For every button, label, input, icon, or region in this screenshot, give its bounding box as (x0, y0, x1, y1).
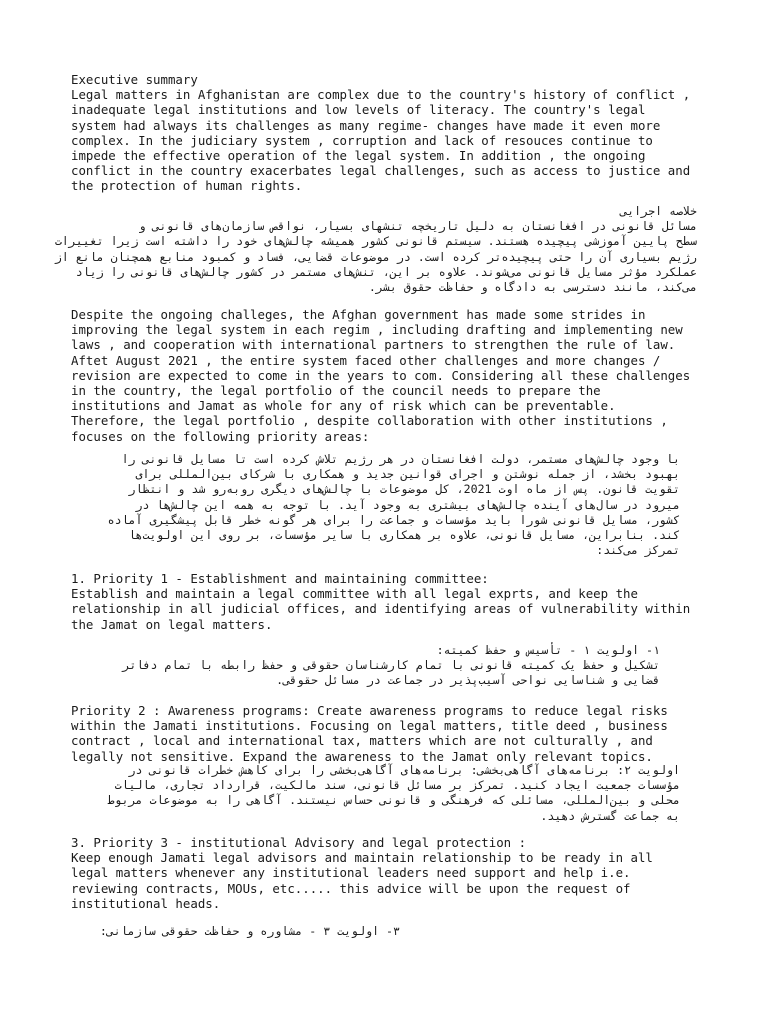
section-title-fa: خلاصه اجرایی (620, 204, 697, 218)
paragraph-line: Priority 2 : Awareness programs: Create awareness programs to reduce legal risks (71, 703, 668, 718)
paragraph-line-fa: کند. بنابراین، مسایل قانونی، علاوه بر همکاری با سایر مؤسسات، بر روی این اولویت‌ها (128, 528, 680, 543)
paragraph-line: legal matters whenever any institutional leaders need support and help i.e. (71, 865, 631, 881)
persian-challenges-section (60, 452, 680, 558)
paragraph-line-fa: قضایی و شناسایی نواحی آسیب‌پذیر در جماعت در مسائل حقوقی. (276, 673, 660, 688)
paragraph-line-fa: بهبود بخشد، از جمله نوشتن و اجرای قوانین جدید و همکاری با شرکای بین‌المللی برای (135, 467, 680, 482)
challenges-section (71, 307, 690, 444)
persian-executive-summary (0, 204, 697, 295)
paragraph-line-fa: مسائل قانونی در افغانستان به دلیل تاریخچه تنشهای بسیار، نواقص سازمان‌های قانونی و (138, 219, 697, 234)
priority-2-section (71, 703, 668, 764)
priority-heading-fa: ۱- اولویت ۱ - تأسیس و حفظ کمیته: (436, 643, 660, 657)
paragraph-line-fa: عملکرد مؤثر مسایل قانونی می‌شوند. علاوه بر این، تنش‌های مستمر در کشور چالش‌های قانونی را زیاد (75, 264, 697, 279)
paragraph-line-fa: رژیم بسیاری آن را حتی پیچیده‌تر کرده است. در موضوعات قضایی، فساد و کمبود منابع همچنان مانع از (54, 249, 697, 264)
paragraph-line-fa: به جماعت گسترش دهید. (540, 808, 680, 823)
paragraph-line: relationship in all judicial offices, and identifying areas of vulnerability within (71, 601, 691, 617)
paragraph-line: complex. In the judiciary system , corruption and lack of resouces continue to (71, 132, 653, 148)
paragraph-line: Keep enough Jamati legal advisors and maintain relationship to be ready in all (71, 850, 653, 866)
paragraph-line: Despite the ongoing challeges, the Afghan government has made some strides in (71, 307, 646, 322)
paragraph-line-fa: محلی و بین‌المللی، مسائلی که فرهنگی و قانونی حساس نیستند. آگاهی را به موضوعات مربوط (107, 793, 680, 808)
priority-1-section (71, 571, 690, 632)
paragraph-line: laws , and cooperation with international partners to strengthen the rule of law. (71, 337, 676, 353)
paragraph-line: the protection of human rights. (71, 178, 303, 194)
paragraph-line: Therefore, the legal portfolio , despite collaboration with other institutions , (71, 413, 668, 429)
paragraph-line: Establish and maintain a legal committee with all legal exprts, and keep the (71, 586, 638, 602)
paragraph-line-fa: میرود در سال‌های آینده چالش‌های بیشتری به وجود آید. با توجه به همه این چالش‌ها در (135, 497, 680, 512)
paragraph-line: Legal matters in Afghanistan are complex due to the country's history of conflict , (71, 87, 691, 103)
persian-priority-2-section (60, 763, 680, 824)
paragraph-line: contract , local and international tax, matters which are not culturally , and (71, 733, 653, 749)
paragraph-line: the Jamat on legal matters. (71, 616, 273, 632)
paragraph-line: impede the effective operation of the legal system. In addition , the ongoing (71, 148, 646, 164)
paragraph-line-fa: تشکیل و حفظ یک کمیته قانونی با تمام کارشناسان حقوقی و حفظ رابطه با تمام دفاتر (122, 658, 660, 673)
paragraph-line: revision are expected to come in the years to com. Considering all these challenges (71, 367, 691, 383)
paragraph-line: focuses on the following priority areas: (71, 428, 370, 444)
priority-heading: 1. Priority 1 - Establishment and maintaining committee: (71, 571, 489, 586)
paragraph-line: conflict in the country exacerbates legal challenges, such as access to justice and (71, 163, 691, 179)
priority-3-section (71, 835, 653, 911)
paragraph-line: Aftet August 2021 , the entire system faced other challenges and more changes / (71, 352, 661, 368)
paragraph-line: improving the legal system in each regim , including drafting and implementing new (71, 322, 683, 338)
persian-priority-1-section (60, 643, 660, 689)
paragraph-line-fa: سطح پایین آموزشی پیچیده هستند. سیستم قانونی کشور همیشه چالش‌های خود را داشته است زیرا تغییرات (54, 234, 697, 249)
priority-heading-fa: ۳- اولویت ۳ - مشاوره و حفاظت حقوقی سازمانی: (99, 924, 400, 938)
paragraph-line-fa: تمرکز می‌کند: (596, 543, 680, 558)
paragraph-line-fa: کشور، مسایل قانونی شورا باید مؤسسات و جماعت را برای هر گونه خطر قابل پیشگیری آماده (107, 512, 680, 527)
paragraph-line: legally not sensitive. Expand the awareness to the Jamat only relevant topics. (71, 748, 653, 764)
paragraph-line: institutions and Jamat as whole for any of risk which can be preventable. (71, 398, 616, 414)
paragraph-line: inadequate legal institutions and low levels of literacy. The country's legal (71, 102, 646, 118)
paragraph-line-fa: اولویت ۲: برنامه‌های آگاهی‌بخشی: برنامه‌های آگاهی‌بخشی را برای کاهش خطرات قانونی در (128, 763, 680, 777)
priority-heading: 3. Priority 3 - institutional Advisory and legal protection : (71, 835, 527, 850)
paragraph-line-fa: با وجود چالش‌های مستمر، دولت افغانستان در هر رژیم تلاش کرده است تا مسایل قانونی را (121, 452, 680, 466)
paragraph-line-fa: تقویت قانون. پس از ماه اوت 2021، کل موضوعات با چالش‌های دیگری روبه‌رو شد و انتظار (128, 482, 680, 497)
persian-priority-3-section (60, 924, 400, 939)
executive-summary-section (71, 72, 690, 194)
paragraph-line: reviewing contracts, MOUs, etc..... this advice will be upon the request of (71, 880, 631, 896)
paragraph-line: in the country, the legal portfolio of the council needs to prepare the (71, 383, 601, 399)
paragraph-line-fa: مؤسسات جمعیت ایجاد کنید. تمرکز بر مسائل قانونی، سند مالکیت، قرارداد تجاری، مالیات (114, 778, 680, 793)
section-title: Executive summary (71, 72, 198, 87)
paragraph-line: within the Jamati institutions. Focusing on legal matters, title deed , business (71, 718, 668, 734)
paragraph-line: institutional heads. (71, 895, 221, 911)
paragraph-line-fa: می‌کند، مانند دسترسی به دادگاه و حفاظت حقوق بشر. (368, 280, 697, 295)
paragraph-line: system had always its challenges as many regime- changes have made it even more (71, 117, 661, 133)
